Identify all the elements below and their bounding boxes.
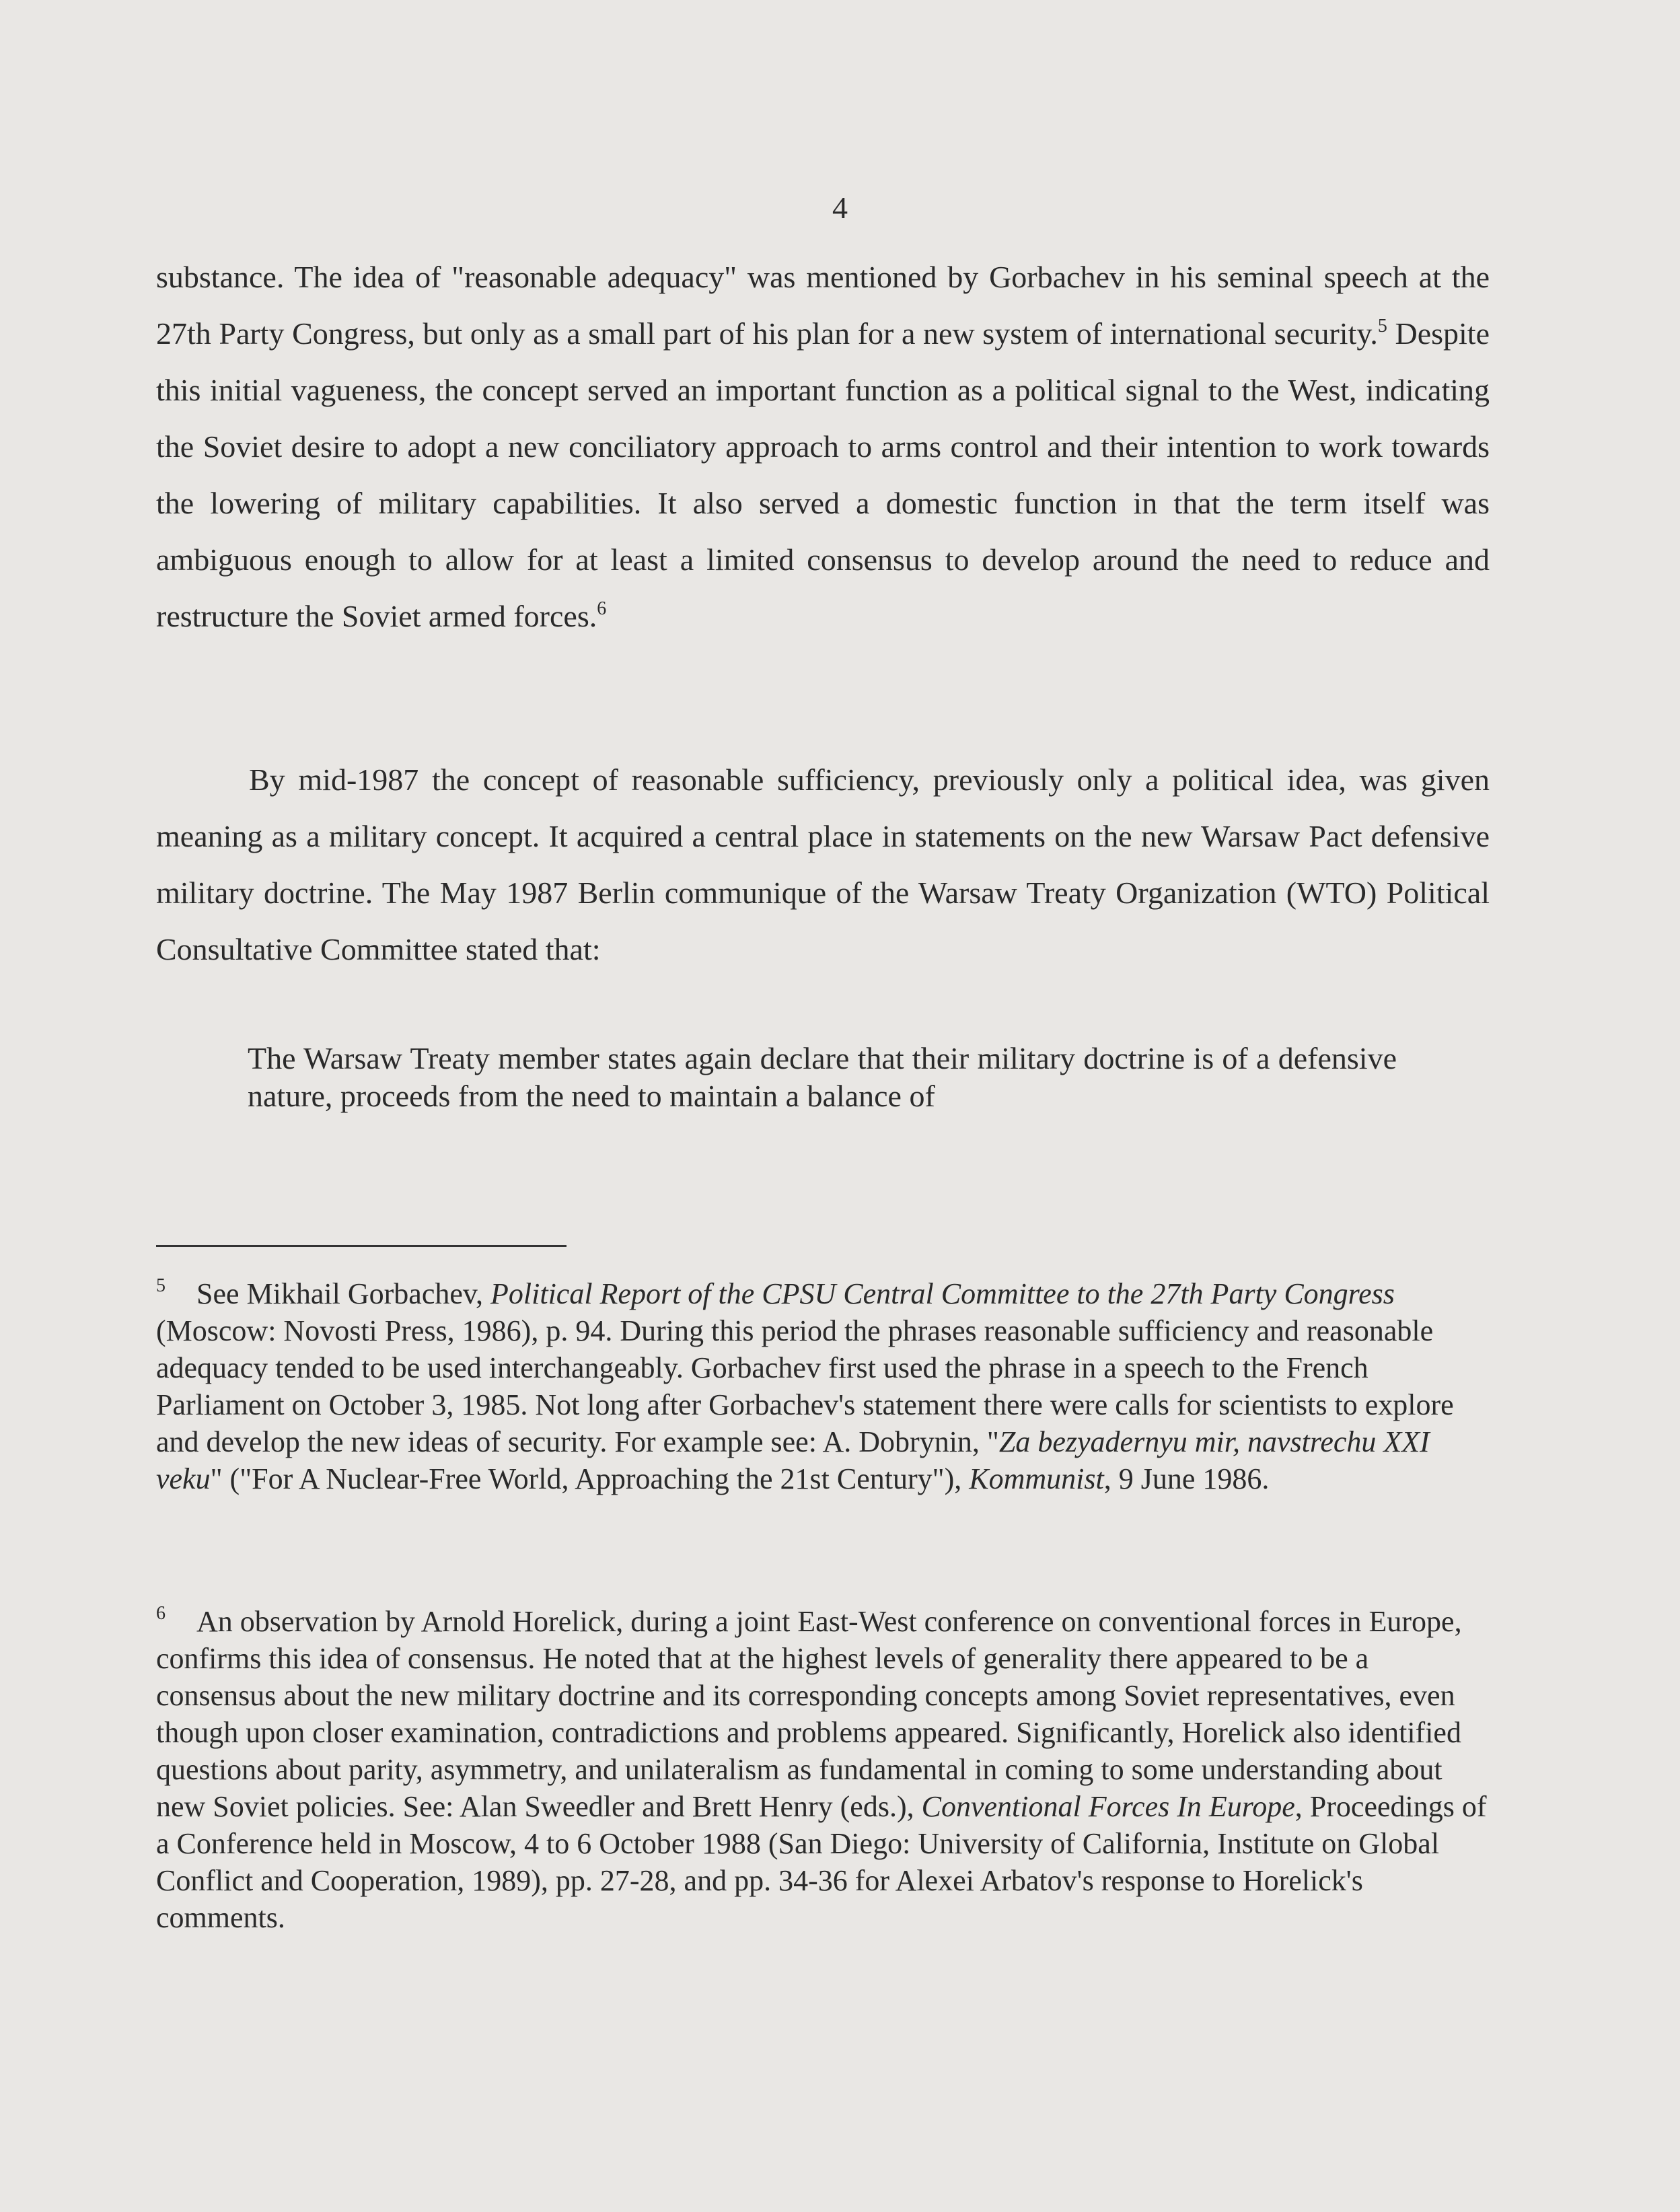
footnote-reference-5[interactable]: 5 [1377, 316, 1387, 336]
paragraph-text: substance. The idea of "reasonable adequacy" was mentioned by Gorbachev in his seminal speech at the 27th Party Congress, but only as a small part of his plan for a new system of international security. [156, 260, 1490, 351]
footnote-number: 6 [156, 1603, 166, 1624]
footnote-text: (Moscow: Novosti Press, 1986), p. 94. During this period the phrases reasonable sufficiency and reasonable adequacy tended to be used interchangeably. Gorbachev first used the phrase in a speech to the French Parliament on October 3, 1985. Not long after Gorbachev's statement there were calls for scientists to explore and develop the new ideas of security. For example see: A. Dobrynin, " [156, 1314, 1454, 1458]
footnote-title: Za bezyadernyu mir, navstrechu XXI veku [156, 1425, 1430, 1495]
footnote-number: 5 [156, 1275, 166, 1296]
block-quote: The Warsaw Treaty member states again declare that their military doctrine is of a defensive nature, proceeds from the need to maintain a balance of [248, 1041, 1397, 1113]
footnote-text: " ("For A Nuclear-Free World, Approaching the 21st Century"), [210, 1462, 970, 1495]
footnote-text: , Proceedings of a Conference held in Moscow, 4 to 6 October 1988 (San Diego: University of California, Institute on Global Conflict and Cooperation, 1989), pp. 27-28, and pp. 34-36 for Alexei Arbatov's response to Horelick's comments. [156, 1790, 1487, 1934]
footnote-text: See Mikhail Gorbachev, [196, 1277, 491, 1310]
footnote-6 [156, 1603, 1490, 1936]
paragraph-text-continued: Despite this initial vagueness, the concept served an important function as a political signal to the West, indicating the Soviet desire to adopt a new conciliatory approach to arms control and their intention to work towards the lowering of military capabilities. It also served a domestic function in that the term itself was ambiguous enough to allow for at least a limited consensus to develop around the need to reduce and restructure the Soviet armed forces. [156, 316, 1490, 633]
footnote-title: Kommunist [969, 1462, 1104, 1495]
body-paragraph-2: By mid-1987 the concept of reasonable sufficiency, previously only a political idea, was given meaning as a military concept. It acquired a central place in statements on the new Warsaw Pact defensive military doctrine. The May 1987 Berlin communique of the Warsaw Treaty Organization (WTO) Political Consultative Committee stated that: [156, 762, 1490, 966]
footnote-title: Political Report of the CPSU Central Committee to the 27th Party Congress [490, 1277, 1395, 1310]
footnote-text: An observation by Arnold Horelick, during a joint East-West conference on conventional forces in Europe, confirms this idea of consensus. He noted that at the highest levels of generality there appeared to be a consensus about the new military doctrine and its corresponding concepts among Soviet representatives, even though upon closer examination, contradictions and problems appeared. Significantly, Horelick also identified questions about parity, asymmetry, and unilateralism as fundamental in coming to some understanding about new Soviet policies. See: Alan Sweedler and Brett Henry (eds.), [156, 1605, 1462, 1823]
page-number: 4 [832, 190, 848, 225]
footnote-reference-6[interactable]: 6 [597, 598, 607, 619]
body-paragraph-1 [156, 249, 1490, 645]
footnote-5 [156, 1275, 1490, 1497]
footnote-text: , 9 June 1986. [1103, 1462, 1270, 1495]
footnote-separator [156, 1245, 567, 1247]
footnote-title: Conventional Forces In Europe [921, 1790, 1295, 1823]
